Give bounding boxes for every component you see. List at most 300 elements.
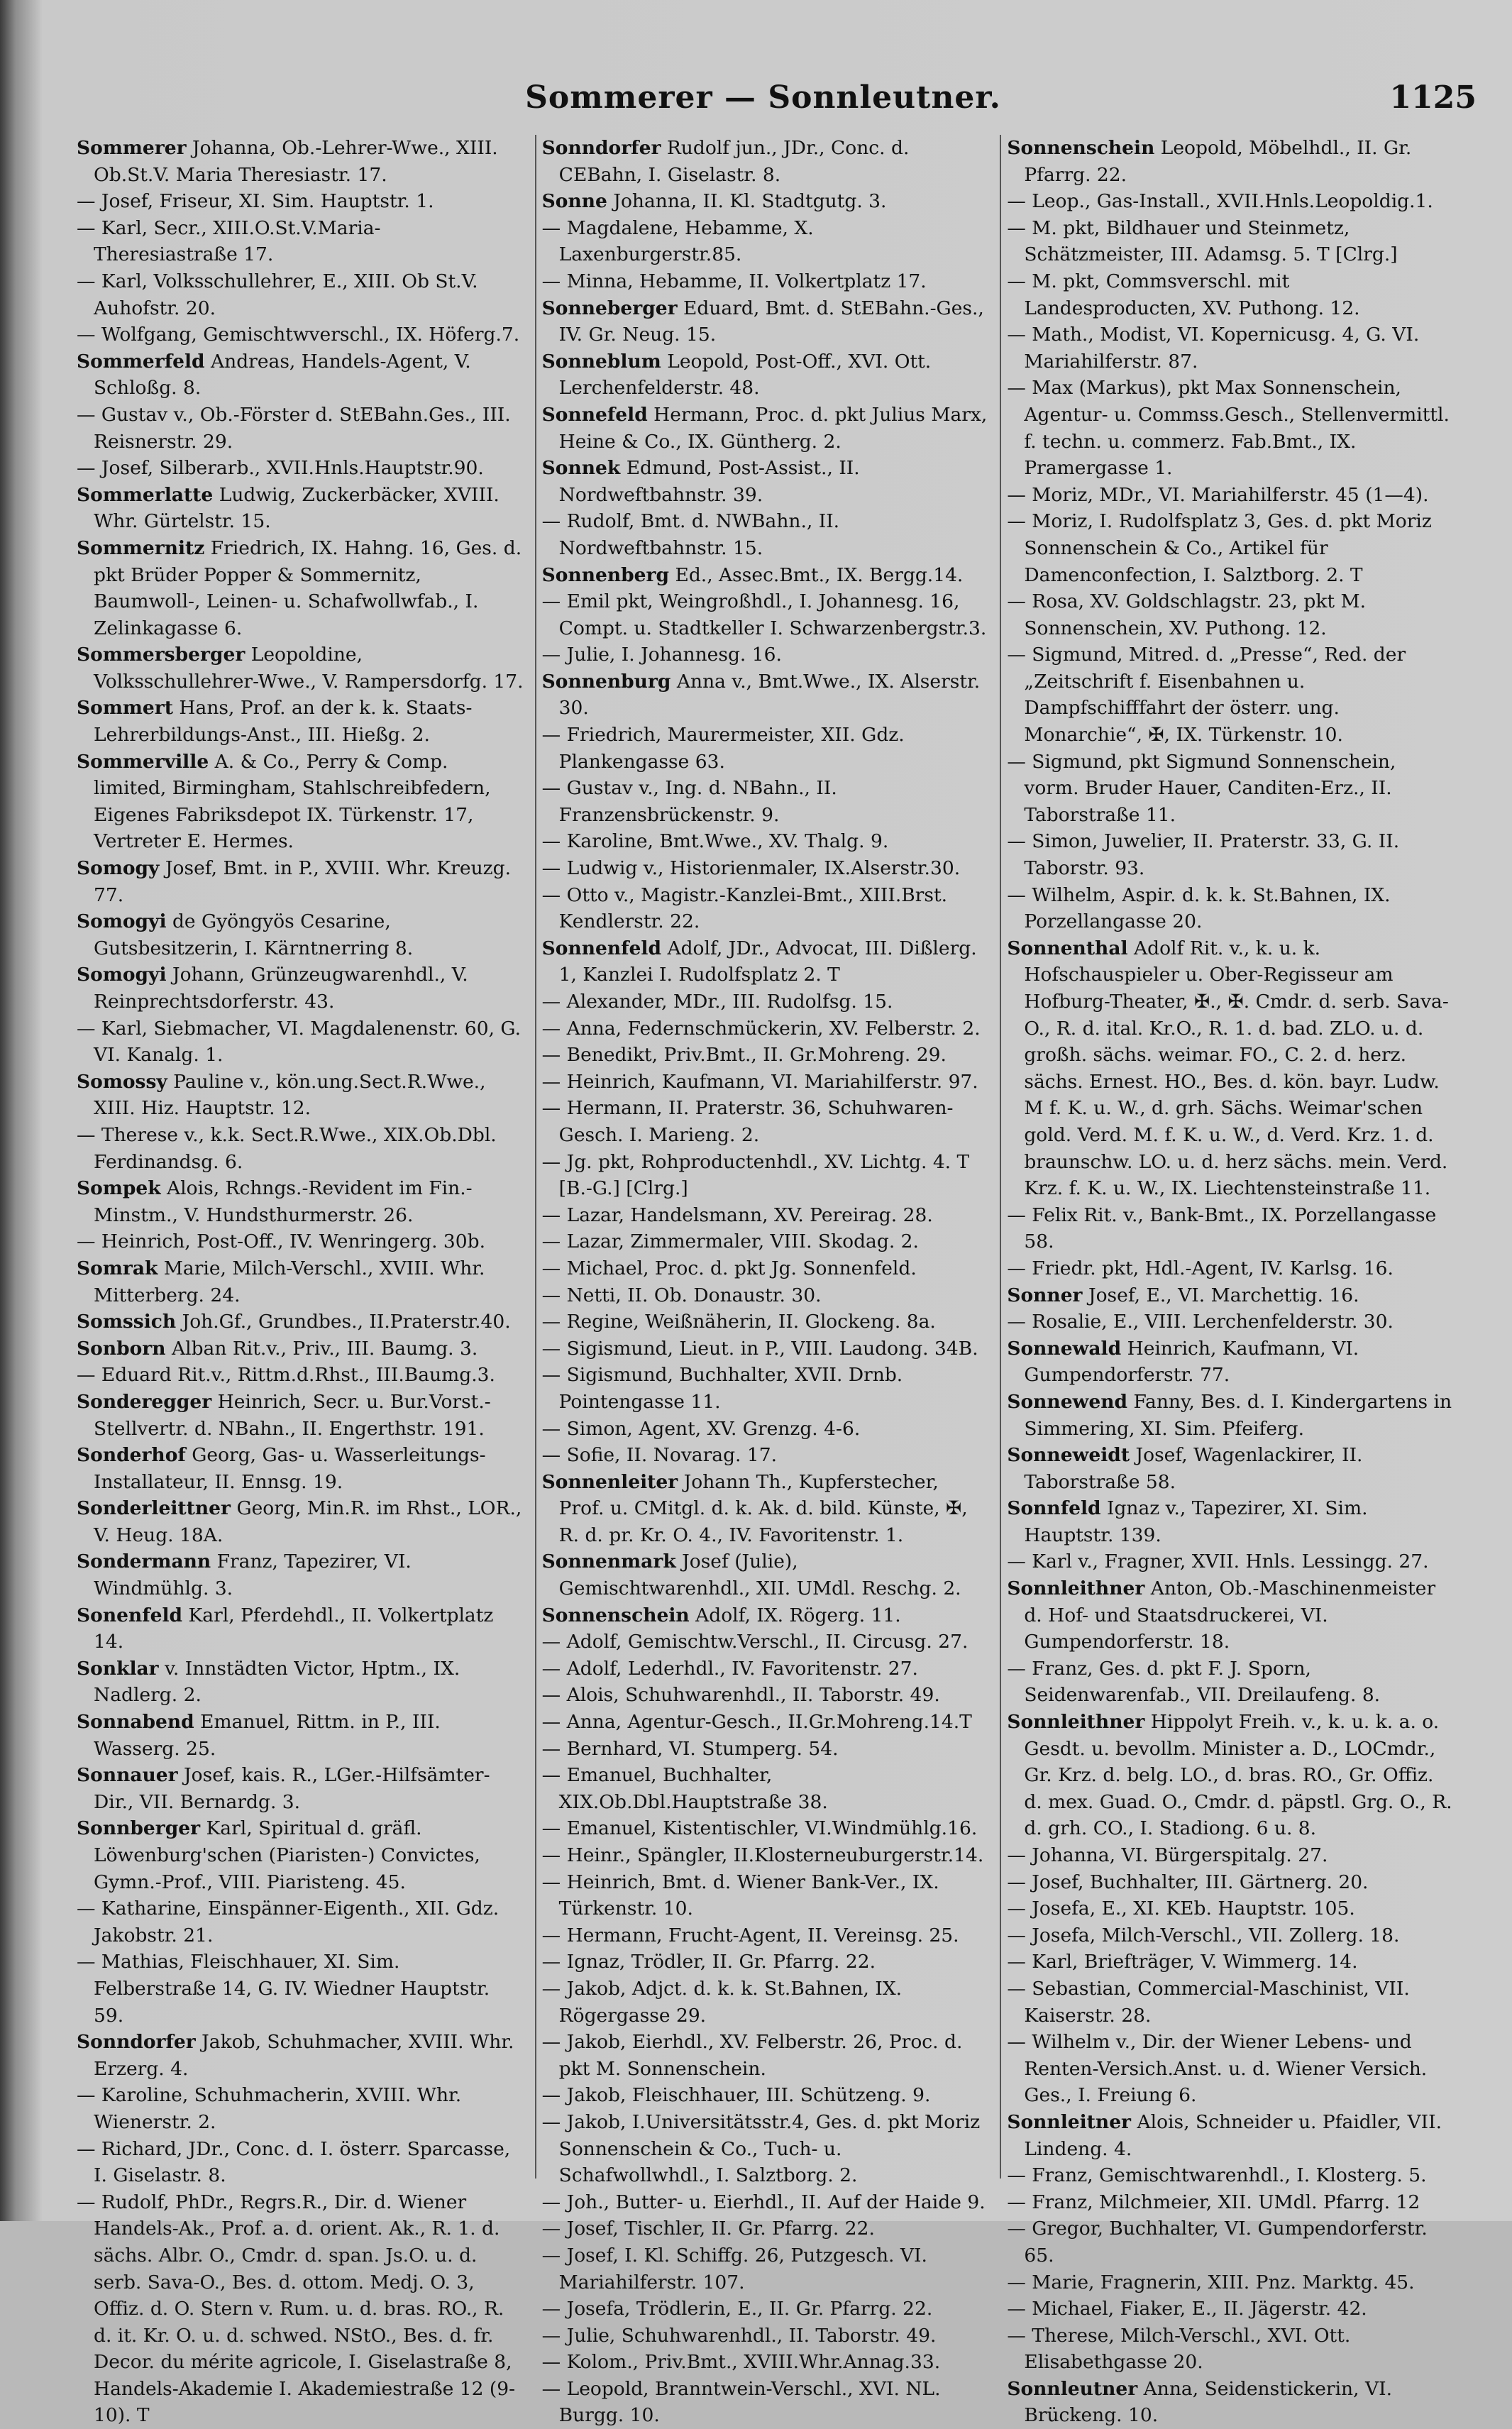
directory-entry	[1007, 1335, 1454, 1389]
entry-details: Jakob, Schuhmacher, XVIII. Whr. Erzerg. 4.	[94, 2031, 514, 2080]
entry-surname: Sonderhof	[77, 1444, 186, 1467]
entry-details: — Sigmund, pkt Sigmund Sonnenschein, vorm. Bruder Hauer, Canditen-Erz., II. Taborstraße 11.	[1007, 750, 1396, 826]
directory-entry	[542, 641, 989, 668]
entry-details: — Mathias, Fleischhauer, XI. Sim. Felberstraße 14, G. IV. Wiedner Hauptstr. 59.	[77, 1951, 490, 2027]
entry-details: — Josef, Buchhalter, III. Gärtnerg. 20.	[1007, 1871, 1369, 1893]
directory-entry	[1007, 375, 1454, 481]
entry-details: Alois, Schneider u. Pfaidler, VII. Lindeng. 4.	[1024, 2110, 1442, 2160]
column-left	[77, 135, 526, 2427]
directory-entry	[77, 455, 524, 482]
entry-surname: Sonnenmark	[541, 1551, 676, 1573]
entry-surname: Sonneberger	[541, 297, 678, 319]
entry-details: A. & Co., Perry & Comp. limited, Birmingham, Stahlschreibfedern, Eigenes Fabriksdepot IX. Türkenstr. 17, Vertreter E. Hermes.	[94, 750, 491, 853]
entry-details: — Simon, Agent, XV. Grenzg. 4-6.	[541, 1417, 861, 1440]
entry-details: Leopoldine, Volksschullehrer-Wwe., V. Rampersdorfg. 17.	[94, 644, 524, 693]
entry-details: — Eduard Rit.v., Rittm.d.Rhst., III.Baumg.3.	[77, 1364, 495, 1387]
entry-details: Leopold, Post-Off., XVI. Ott. Lerchenfelderstr. 48.	[558, 350, 932, 400]
directory-entry	[542, 348, 989, 402]
directory-entry	[542, 935, 989, 988]
directory-entry	[542, 1069, 989, 1096]
entry-surname: Sonnenfeld	[541, 937, 662, 959]
entry-details: — Rosa, XV. Goldschlagstr. 23, pkt M. Sonnenschein, XV. Puthong. 12.	[1007, 590, 1367, 639]
directory-entry	[542, 1762, 989, 1815]
entry-details: — Heinrich, Post-Off., IV. Wenringerg. 30b.	[77, 1230, 486, 1253]
entry-details: Adolf, IX. Rögerg. 11.	[695, 1604, 901, 1626]
entry-details: Fanny, Bes. d. I. Kindergartens in Simmering, XI. Sim. Pfeiferg.	[1024, 1390, 1452, 1440]
directory-entry	[1007, 2109, 1454, 2162]
directory-entry	[77, 1548, 524, 1602]
directory-entry	[77, 1656, 524, 1709]
directory-entry	[77, 402, 524, 455]
directory-entry	[1007, 321, 1454, 375]
column-middle	[535, 135, 992, 2427]
entry-surname: Sonnenburg	[541, 670, 671, 693]
entry-details: — Josefa, Trödlerin, E., II. Gr. Pfarrg. 22.	[541, 2298, 933, 2320]
entry-details: Adolf Rit. v., k. u. k. Hofschauspieler u. Ober-Regisseur am Hofburg-Theater, ✠., ✠. Cmdr. d. serb. Sava-O., R. d. ital. Kr.O., R. 1. d. bad. ZLO. u. d. großh. sächs. weimar. FO., C. 2. d. herz. sächs. Ernest. HO., Bes. d. kön. bayr. Ludw. M f. K. u. W., d. grh. Sächs. Weimar'schen gold. Verd. M. f. K. u. W., d. Verd. Krz. 1. d. braunschw. LO. u. d. herz sächs. mein. Verd. Krz. f. K. u. W., IX. Liechtensteinstraße 11.	[1024, 937, 1449, 1200]
entry-details: — Richard, JDr., Conc. d. I. österr. Sparcasse, I. Giselastr. 8.	[77, 2137, 511, 2187]
directory-entry	[542, 2296, 989, 2323]
entry-details: Georg, Gas- u. Wasserleitungs-Installateur, II. Ennsg. 19.	[94, 1444, 486, 1493]
directory-entry	[77, 962, 524, 1015]
directory-entry	[77, 2189, 524, 2429]
directory-entry	[77, 1895, 524, 1949]
directory-entry	[1007, 749, 1454, 829]
directory-entry	[1007, 828, 1454, 881]
entry-details: Hippolyt Freih. v., k. u. k. a. o. Gesdt. u. bevollm. Minister a. D., LOCmdr., Gr. Krz. d. belg. LO., d. bras. RO., Gr. Offiz. d. mex. Guad. O., Cmdr. d. päpstl. Grg. O., R. d. grh. CO., I. Stadiong. 6 u. 8.	[1024, 1711, 1452, 1840]
entry-surname: Sonenfeld	[77, 1604, 183, 1626]
directory-entry	[542, 402, 989, 455]
directory-entry	[1007, 1495, 1454, 1548]
entry-details: Josef, Bmt. in P., XVIII. Whr. Kreuzg. 77.	[94, 857, 511, 906]
directory-entry	[1007, 2162, 1454, 2189]
directory-entry	[542, 2349, 989, 2376]
directory-entry	[542, 1709, 989, 1736]
entry-details: Rudolf jun., JDr., Conc. d. CEBahn, I. Giselastr. 8.	[558, 137, 910, 186]
entry-details: — Josef, I. Kl. Schiffg. 26, Putzgesch. VI. Mariahilferstr. 107.	[541, 2244, 927, 2293]
directory-entry	[542, 1362, 989, 1415]
directory-entry	[1007, 1282, 1454, 1309]
entry-surname: Sonnleitner	[1007, 2110, 1132, 2133]
directory-entry	[1007, 508, 1454, 588]
directory-entry	[1007, 1575, 1454, 1656]
entry-details: — Marie, Fragnerin, XIII. Pnz. Marktg. 45.	[1007, 2271, 1415, 2293]
entry-surname: Somogy	[77, 857, 160, 880]
entry-surname: Sonnenschein	[541, 1604, 690, 1626]
entry-details: — Josef, Friseur, XI. Sim. Hauptstr. 1.	[77, 190, 434, 213]
entry-surname: Sommerfeld	[77, 350, 205, 373]
entry-details: Hermann, Proc. d. pkt Julius Marx, Heine & Co., IX. Güntherg. 2.	[558, 403, 988, 453]
entry-details: — Leop., Gas-Install., XVII.Hnls.Leopoldig.1.	[1007, 190, 1433, 213]
directory-entry	[542, 1949, 989, 1976]
entry-surname: Sonderegger	[77, 1390, 212, 1413]
directory-entry	[542, 455, 989, 508]
entry-details: — Moriz, MDr., VI. Mariahilferstr. 45 (1—4).	[1007, 483, 1429, 506]
entry-details: — Jakob, Fleischhauer, III. Schützeng. 9.	[541, 2084, 931, 2107]
entry-surname: Sommert	[77, 697, 173, 720]
entry-details: Alois, Rchngs.-Revident im Fin.-Minstm., V. Hundsthurmerstr. 26.	[94, 1177, 473, 1226]
directory-entry	[1007, 2296, 1454, 2323]
directory-entry	[542, 1922, 989, 1949]
entry-details: — Josef, Silberarb., XVII.Hnls.Hauptstr.90.	[77, 457, 484, 480]
entry-details: Marie, Milch-Verschl., XVIII. Whr. Mitterberg. 24.	[94, 1257, 485, 1306]
entry-details: — Kolom., Priv.Bmt., XVIII.Whr.Annag.33.	[541, 2351, 941, 2374]
entry-details: — Karl, Volksschullehrer, E., XIII. Ob St.V. Auhofstr. 20.	[77, 270, 478, 319]
directory-entry	[1007, 1255, 1454, 1282]
entry-details: — Friedrich, Maurermeister, XII. Gdz. Plankengasse 63.	[541, 724, 905, 773]
entry-surname: Sonnleutner	[1007, 2377, 1138, 2400]
entry-surname: Sommersberger	[77, 644, 245, 666]
directory-entry	[542, 1095, 989, 1148]
directory-entry	[542, 2376, 989, 2429]
entry-details: Georg, Min.R. im Rhst., LOR., V. Heug. 18A.	[94, 1497, 522, 1546]
directory-entry	[542, 1976, 989, 2029]
directory-entry	[542, 1149, 989, 1202]
directory-entry	[77, 1122, 524, 1175]
entry-details: Ed., Assec.Bmt., IX. Bergg.14.	[675, 563, 964, 586]
entry-details: — Julie, Schuhwarenhdl., II. Taborstr. 49.	[541, 2324, 937, 2347]
entry-surname: Sonnenleiter	[541, 1470, 678, 1493]
directory-entry	[77, 215, 524, 268]
entry-details: — Josef, Tischler, II. Gr. Pfarrg. 22.	[541, 2218, 875, 2240]
entry-surname: Somogyi	[77, 910, 167, 933]
directory-entry	[77, 2082, 524, 2135]
page-header	[43, 79, 1484, 129]
entry-details: — Heinrich, Kaufmann, VI. Mariahilferstr. 97.	[541, 1070, 978, 1093]
directory-entry	[1007, 268, 1454, 321]
entry-details: — Adolf, Gemischtw.Verschl., II. Circusg. 27.	[541, 1631, 969, 1653]
directory-entry	[1007, 1842, 1454, 1869]
directory-entry	[542, 2029, 989, 2082]
entry-details: Heinrich, Kaufmann, VI. Gumpendorferstr. 77.	[1024, 1337, 1359, 1387]
entry-details: — Sofie, II. Novarag. 17.	[541, 1444, 778, 1467]
directory-entry	[1007, 1656, 1454, 1709]
entry-details: — Johanna, VI. Bürgerspitalg. 27.	[1007, 1844, 1328, 1866]
entry-details: — Sebastian, Commercial-Maschinist, VII. Kaiserstr. 28.	[1007, 1977, 1410, 2027]
entry-details: — Otto v., Magistr.-Kanzlei-Bmt., XIII.Brst. Kendlerstr. 22.	[541, 883, 948, 933]
entry-details: — Anna, Agentur-Gesch., II.Gr.Mohreng.14.T	[541, 1711, 972, 1734]
entry-details: — Sigismund, Buchhalter, XVII. Drnb. Pointengasse 11.	[541, 1364, 903, 1413]
entry-surname: Sonnleithner	[1007, 1577, 1145, 1600]
entry-details: — Magdalene, Hebamme, X. Laxenburgerstr.85.	[541, 216, 814, 266]
entry-details: — Jakob, I.Universitätsstr.4, Ges. d. pkt Moriz Sonnenschein & Co., Tuch- u. Schafwollwhdl., I. Salztborg. 2.	[541, 2110, 981, 2187]
directory-entry	[77, 1015, 524, 1069]
entry-details: Andreas, Handels-Agent, V. Schloßg. 8.	[94, 350, 471, 400]
entry-details: Ludwig, Zuckerbäcker, XVIII. Whr. Gürtelstr. 15.	[94, 483, 500, 533]
directory-entry	[542, 1255, 989, 1282]
entry-details: Josef, Wagenlackirer, II. Taborstraße 58.	[1024, 1444, 1363, 1493]
entry-surname: Sonnfeld	[1007, 1497, 1101, 1520]
entry-surname: Sonklar	[77, 1657, 159, 1680]
directory-entry	[1007, 2215, 1454, 2269]
entry-details: — Leopold, Branntwein-Verschl., XVI. NL. Burgg. 10.	[541, 2377, 941, 2427]
directory-entry	[1007, 2323, 1454, 2376]
entry-details: — Bernhard, VI. Stumperg. 54.	[541, 1737, 839, 1760]
entry-details: — Felix Rit. v., Bank-Bmt., IX. Porzellangasse 58.	[1007, 1204, 1437, 1253]
entry-details: — Math., Modist, VI. Kopernicusg. 4, G. VI. Mariahilferstr. 87.	[1007, 324, 1420, 373]
directory-entry	[77, 1442, 524, 1495]
directory-entry	[1007, 215, 1454, 268]
entry-surname: Sonneweidt	[1007, 1444, 1130, 1467]
entry-details: — Alexander, MDr., III. Rudolfsg. 15.	[541, 991, 893, 1013]
directory-entry	[542, 1282, 989, 1309]
directory-entry	[542, 2082, 989, 2109]
entry-surname: Sonnleithner	[1007, 1711, 1145, 1734]
entry-surname: Sonnenthal	[1007, 937, 1128, 959]
directory-entry	[1007, 1548, 1454, 1575]
directory-entry	[542, 1736, 989, 1763]
entry-surname: Sonnek	[541, 457, 621, 480]
entry-details: — Jakob, Eierhdl., XV. Felberstr. 26, Proc. d. pkt M. Sonnenschein.	[541, 2031, 963, 2080]
directory-entry	[542, 1469, 989, 1549]
directory-entry	[1007, 482, 1454, 509]
entry-surname: Sonnberger	[77, 1817, 201, 1840]
entry-surname: Sondermann	[77, 1551, 211, 1573]
entry-details: — Ludwig v., Historienmaler, IX.Alserstr.30.	[541, 857, 961, 880]
directory-entry	[1007, 1709, 1454, 1842]
entry-details: Karl, Spiritual d. gräfl. Löwenburg'schen (Piaristen-) Convictes, Gymn.-Prof., VIII. Piaristeng. 45.	[94, 1817, 480, 1893]
entry-details: Johann, Grünzeugwarenhdl., V. Reinprechtsdorferstr. 43.	[94, 964, 468, 1013]
entry-details: — Sigmund, Mitred. d. „Presse“, Red. der „Zeitschrift f. Eisenbahnen u. Dampfschifffahrt der österr. ung. Monarchie“, ✠, IX. Türkenstr. 10.	[1007, 644, 1406, 747]
entry-surname: Sonndorfer	[541, 137, 661, 159]
entry-details: — Adolf, Lederhdl., IV. Favoritenstr. 27.	[541, 1657, 918, 1680]
page-number: 1125	[1389, 79, 1477, 116]
entry-details: — Jakob, Adjct. d. k. k. St.Bahnen, IX. Rögergasse 29.	[541, 1977, 903, 2027]
entry-details: Adolf, JDr., Advocat, III. Dißlerg. 1, Kanzlei I. Rudolfsplatz 2. T	[558, 937, 977, 986]
entry-details: — Max (Markus), pkt Max Sonnenschein, Agentur- u. Commss.Gesch., Stellenvermittl. f. techn. u. commerz. Fab.Bmt., IX. Pramergasse 1.	[1007, 377, 1450, 480]
directory-entry	[542, 2242, 989, 2296]
entry-details: — Karoline, Bmt.Wwe., XV. Thalg. 9.	[541, 830, 889, 853]
directory-entry	[77, 135, 524, 188]
directory-entry	[1007, 882, 1454, 935]
entry-details: — Moriz, I. Rudolfsplatz 3, Ges. d. pkt Moriz Sonnenschein & Co., Artikel für Damenconfection, I. Salztborg. 2. T	[1007, 510, 1432, 586]
entry-details: — M. pkt, Bildhauer und Steinmetz, Schätzmeister, III. Adamsg. 5. T [Clrg.]	[1007, 216, 1398, 266]
entry-details: de Gyöngyös Cesarine, Gutsbesitzerin, I. Kärntnerring 8.	[94, 910, 414, 959]
directory-entry	[542, 1629, 989, 1656]
directory-entry	[542, 1416, 989, 1443]
entry-details: Emanuel, Rittm. in P., III. Wasserg. 25.	[94, 1711, 441, 1760]
entry-details: — Karl v., Fragner, XVII. Hnls. Lessingg. 27.	[1007, 1551, 1429, 1573]
entry-details: Johanna, Ob.-Lehrer-Wwe., XIII. Ob.St.V. Maria Theresiastr. 17.	[94, 137, 498, 186]
entry-details: Johann Th., Kupferstecher, Prof. u. CMitgl. d. k. Ak. d. bild. Künste, ✠, R. d. pr. Kr. O. 4., IV. Favoritenstr. 1.	[558, 1470, 968, 1546]
directory-entry	[542, 1656, 989, 1682]
directory-entry	[77, 2136, 524, 2189]
directory-entry	[1007, 641, 1454, 748]
directory-entry	[77, 749, 524, 855]
directory-entry	[77, 482, 524, 535]
directory-entry	[77, 348, 524, 402]
entry-details: — Karl, Briefträger, V. Wimmerg. 14.	[1007, 1951, 1358, 1973]
directory-entry	[77, 1069, 524, 1122]
entry-details: Johanna, II. Kl. Stadtgutg. 3.	[613, 190, 887, 213]
entry-surname: Sommerville	[77, 750, 209, 773]
directory-entry	[542, 1682, 989, 1709]
entry-details: — Franz, Ges. d. pkt F. J. Sporn, Seidenwarenfab., VII. Dreilaufeng. 8.	[1007, 1657, 1381, 1707]
entry-surname: Sompek	[77, 1177, 161, 1200]
directory-entry	[1007, 2189, 1454, 2216]
directory-entry	[1007, 1202, 1454, 1255]
entry-details: — Wolfgang, Gemischtwverschl., IX. Höferg.7.	[77, 324, 520, 346]
entry-details: — Heinr., Spängler, II.Klosterneuburgerstr.14.	[541, 1844, 984, 1866]
entry-details: — Josefa, E., XI. KEb. Hauptstr. 105.	[1007, 1898, 1355, 1920]
entry-details: — Heinrich, Bmt. d. Wiener Bank-Ver., IX. Türkenstr. 10.	[541, 1871, 939, 1920]
entry-details: Eduard, Bmt. d. StEBahn.-Ges., IV. Gr. Neug. 15.	[558, 297, 984, 346]
directory-columns	[77, 135, 1457, 2427]
entry-details: — Anna, Federnschmückerin, XV. Felberstr. 2.	[541, 1017, 981, 1040]
entry-details: — Gustav v., Ob.-Förster d. StEBahn.Ges., III. Reisnerstr. 29.	[77, 403, 511, 453]
entry-details: — Michael, Proc. d. pkt Jg. Sonnenfeld.	[541, 1257, 917, 1279]
directory-entry	[77, 188, 524, 215]
entry-surname: Sonndorfer	[77, 2031, 196, 2054]
directory-entry	[77, 1255, 524, 1309]
entry-details: — Emil pkt, Weingroßhdl., I. Johannesg. 16, Compt. u. Stadtkeller I. Schwarzenbergstr.3.	[541, 590, 987, 639]
entry-details: — Josefa, Milch-Verschl., VII. Zollerg. 18.	[1007, 1924, 1400, 1946]
entry-details: Franz, Tapezirer, VI. Windmühlg. 3.	[94, 1551, 412, 1600]
entry-details: — Hermann, Frucht-Agent, II. Vereinsg. 25.	[541, 1924, 959, 1946]
directory-entry	[542, 828, 989, 855]
directory-entry	[542, 508, 989, 561]
entry-details: — Benedikt, Priv.Bmt., II. Gr.Mohreng. 29.	[541, 1044, 947, 1067]
directory-entry	[542, 588, 989, 641]
entry-surname: Sonderleittner	[77, 1497, 231, 1520]
entry-surname: Sonneblum	[541, 350, 661, 373]
directory-entry	[1007, 2269, 1454, 2296]
entry-details: Hans, Prof. an der k. k. Staats-Lehrerbildungs-Anst., III. Hießg. 2.	[94, 697, 473, 747]
directory-entry	[1007, 1389, 1454, 1442]
directory-entry	[1007, 1309, 1454, 1335]
entry-details: — Joh., Butter- u. Eierhdl., II. Auf der Haide 9.	[541, 2191, 986, 2213]
directory-entry	[77, 1495, 524, 1548]
entry-details: — Minna, Hebamme, II. Volkertplatz 17.	[541, 270, 927, 292]
entry-details: Heinrich, Secr. u. Bur.Vorst.-Stellvertr. d. NBahn., II. Engerthstr. 191.	[94, 1390, 491, 1440]
entry-details: Ignaz v., Tapezirer, XI. Sim. Hauptstr. 139.	[1024, 1497, 1368, 1546]
directory-entry	[1007, 188, 1454, 215]
directory-entry	[1007, 1922, 1454, 1949]
entry-details: — Rosalie, E., VIII. Lerchenfelderstr. 30.	[1007, 1311, 1394, 1333]
directory-entry	[542, 1202, 989, 1229]
directory-entry	[77, 1309, 524, 1335]
entry-surname: Sommerer	[77, 137, 187, 159]
entry-details: — Rudolf, Bmt. d. NWBahn., II. Nordweftbahnstr. 15.	[541, 510, 840, 559]
entry-surname: Somrak	[77, 1257, 158, 1279]
entry-details: Friedrich, IX. Hahng. 16, Ges. d. pkt Brüder Popper & Sommernitz, Baumwoll-, Leinen- u. Schafwollwfab., I. Zelinkagasse 6.	[94, 536, 522, 639]
directory-entry	[1007, 1949, 1454, 1976]
entry-details: — Julie, I. Johannesg. 16.	[541, 644, 782, 666]
entry-details: v. Innstädten Victor, Hptm., IX. Nadlerg. 2.	[94, 1657, 460, 1707]
directory-entry	[1007, 1895, 1454, 1922]
entry-details: — Hermann, II. Praterstr. 36, Schuhwaren-Gesch. I. Marieng. 2.	[541, 1097, 954, 1146]
directory-entry	[542, 988, 989, 1015]
directory-entry	[1007, 935, 1454, 1202]
directory-entry	[542, 775, 989, 828]
entry-details: — Emanuel, Kistentischler, VI.Windmühlg.16.	[541, 1817, 978, 1840]
directory-entry	[77, 1335, 524, 1362]
entry-details: Anton, Ob.-Maschinenmeister d. Hof- und Staatsdruckerei, VI. Gumpendorferstr. 18.	[1024, 1577, 1436, 1653]
directory-entry	[542, 2215, 989, 2242]
entry-details: — Sigismund, Lieut. in P., VIII. Laudong. 34B.	[541, 1337, 978, 1360]
entry-surname: Somssich	[77, 1311, 177, 1333]
page-title: Sommerer — Sonnleutner.	[525, 79, 1001, 116]
entry-details: — M. pkt, Commsverschl. mit Landesproducten, XV. Puthong. 12.	[1007, 270, 1360, 319]
entry-details: Josef, kais. R., LGer.-Hilfsämter-Dir., VII. Bernardg. 3.	[94, 1764, 490, 1813]
directory-entry	[542, 1869, 989, 1922]
entry-details: — Michael, Fiaker, E., II. Jägerstr. 42.	[1007, 2298, 1367, 2320]
directory-entry	[77, 1815, 524, 1895]
directory-entry	[77, 535, 524, 641]
directory-entry	[1007, 2376, 1454, 2429]
entry-details: — Alois, Schuhwarenhdl., II. Taborstr. 49.	[541, 1684, 940, 1707]
entry-details: — Franz, Milchmeier, XII. UMdl. Pfarrg. 12	[1007, 2191, 1420, 2213]
entry-details: — Ignaz, Trödler, II. Gr. Pfarrg. 22.	[541, 1951, 876, 1973]
directory-entry	[77, 1228, 524, 1255]
entry-details: — Emanuel, Buchhalter, XIX.Ob.Dbl.Hauptstraße 38.	[541, 1764, 828, 1813]
directory-entry	[542, 855, 989, 882]
directory-entry	[1007, 2029, 1454, 2109]
entry-details: — Simon, Juwelier, II. Praterstr. 33, G. II. Taborstr. 93.	[1007, 830, 1400, 880]
entry-surname: Sommerlatte	[77, 483, 214, 506]
directory-entry	[77, 1709, 524, 1762]
directory-entry	[542, 882, 989, 935]
entry-surname: Sonnewald	[1007, 1337, 1122, 1360]
directory-entry	[542, 268, 989, 295]
entry-details: Joh.Gf., Grundbes., II.Praterstr.40.	[182, 1311, 511, 1333]
entry-surname: Sonnauer	[77, 1764, 178, 1787]
entry-surname: Sonnenberg	[541, 563, 670, 586]
entry-details: — Regine, Weißnäherin, II. Glockeng. 8a.	[541, 1311, 936, 1333]
directory-entry	[542, 1309, 989, 1335]
directory-entry	[77, 268, 524, 321]
directory-entry	[542, 1015, 989, 1042]
directory-entry	[542, 295, 989, 348]
directory-entry	[77, 1949, 524, 2029]
entry-surname: Sonnewend	[1007, 1390, 1128, 1413]
directory-entry	[77, 1362, 524, 1389]
directory-entry	[542, 562, 989, 589]
entry-details: — Karoline, Schuhmacherin, XVIII. Whr. Wienerstr. 2.	[77, 2084, 462, 2133]
entry-details: — Rudolf, PhDr., Regrs.R., Dir. d. Wiener Handels-Ak., Prof. a. d. orient. Ak., R. 1. d. sächs. Albr. O., Cmdr. d. span. Js.O. u. d. serb. Sava-O., Bes. d. ottom. Medj. O. 3, Offiz. d. O. Stern v. Rum. u. d. bras. RO., R. d. it. Kr. O. u. d. schwed. NStO., Bes. d. fr. Decor. du mérite agricole, I. Giselastraße 8, Handels-Akademie I. Akademiestraße 12 (9-10). T	[77, 2191, 516, 2427]
entry-details: — Karl, Siebmacher, VI. Magdalenenstr. 60, G. VI. Kanalg. 1.	[77, 1017, 522, 1067]
entry-details: — Therese, Milch-Verschl., XVI. Ott. Elisabethgasse 20.	[1007, 2324, 1351, 2374]
directory-entry	[542, 1042, 989, 1069]
entry-details: — Netti, II. Ob. Donaustr. 30.	[541, 1284, 822, 1306]
directory-entry	[1007, 588, 1454, 641]
entry-surname: Somogyi	[77, 964, 167, 986]
entry-details: Josef (Julie), Gemischtwarenhdl., XII. UMdl. Reschg. 2.	[558, 1551, 961, 1600]
entry-details: Leopold, Möbelhdl., II. Gr. Pfarrg. 22.	[1024, 137, 1412, 186]
entry-details: — Friedr. pkt, Hdl.-Agent, IV. Karlsg. 16.	[1007, 1257, 1394, 1279]
directory-entry	[1007, 135, 1454, 188]
directory-entry	[77, 1389, 524, 1442]
directory-entry	[542, 722, 989, 775]
directory-entry	[542, 1335, 989, 1362]
directory-entry	[542, 2189, 989, 2216]
entry-details: Alban Rit.v., Priv., III. Baumg. 3.	[171, 1337, 478, 1360]
entry-details: Pauline v., kön.ung.Sect.R.Wwe., XIII. Hiz. Hauptstr. 12.	[94, 1070, 486, 1120]
directory-entry	[542, 668, 989, 722]
directory-entry	[542, 1442, 989, 1469]
entry-details: Anna v., Bmt.Wwe., IX. Alserstr. 30.	[558, 670, 981, 720]
entry-details: Edmund, Post-Assist., II. Nordweftbahnstr. 39.	[558, 457, 860, 506]
entry-details: — Katharine, Einspänner-Eigenth., XII. Gdz. Jakobstr. 21.	[77, 1898, 500, 1946]
directory-entry	[77, 908, 524, 962]
entry-details: Josef, E., VI. Marchettig. 16.	[1088, 1284, 1359, 1306]
directory-entry	[77, 321, 524, 348]
entry-surname: Sonne	[541, 190, 607, 213]
entry-details: — Gustav v., Ing. d. NBahn., II. Franzensbrückenstr. 9.	[541, 777, 837, 826]
entry-details: — Gregor, Buchhalter, VI. Gumpendorferstr. 65.	[1007, 2218, 1428, 2266]
entry-surname: Sonnenschein	[1007, 137, 1155, 159]
directory-entry	[542, 188, 989, 215]
directory-entry	[77, 641, 524, 695]
